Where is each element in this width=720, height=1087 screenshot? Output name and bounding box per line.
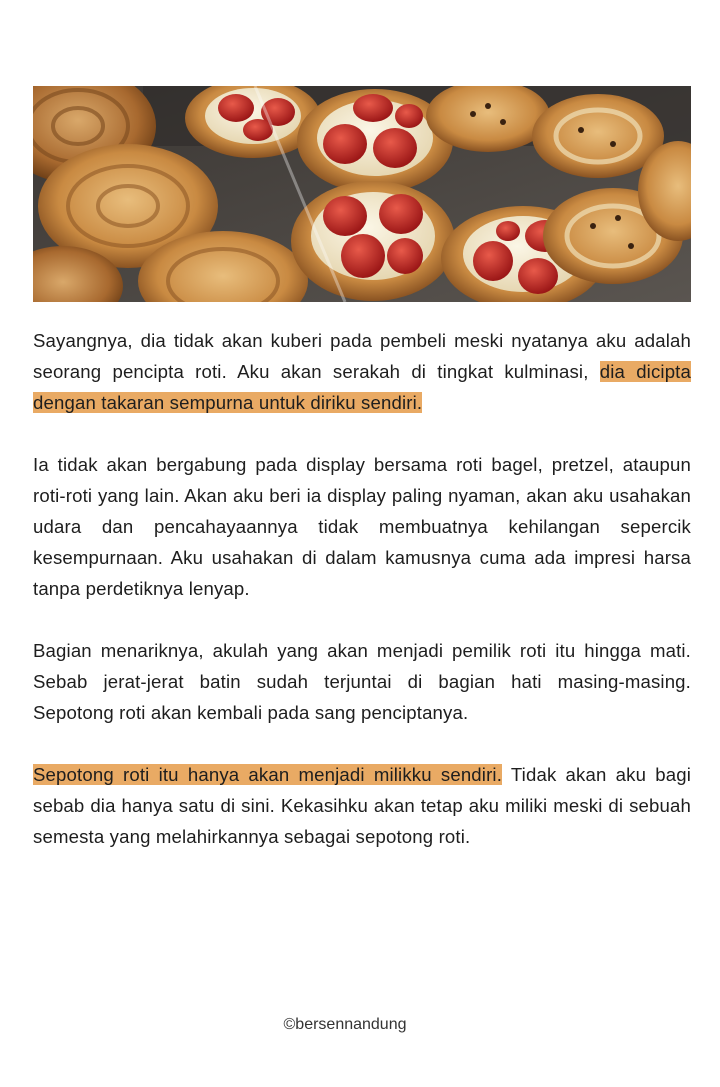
paragraph-1-highlight: dia dicipta dengan takaran sempurna untuk diriku sendiri. bbox=[33, 361, 691, 413]
paragraph-2-text: Ia tidak akan bergabung pada display bersama roti bagel, pretzel, ataupun roti-roti yang lain. Akan aku beri ia display paling nyaman, akan aku usahakan udara dan pencahayaannya tidak membuatnya kehilangan sepercik kesempurnaan. Aku usahakan di dalam kamusnya cuma ada impresi harsa tanpa perdetiknya lenyap. bbox=[33, 454, 691, 599]
paragraph-3 bbox=[33, 635, 691, 728]
paragraph-1-text: Sayangnya, dia tidak akan kuberi pada pembeli meski nyatanya aku adalah seorang pencipta roti. Aku akan serakah di tingkat kulminasi, bbox=[33, 330, 691, 382]
pastry-photo bbox=[33, 86, 691, 302]
pastry-illustration bbox=[33, 86, 691, 302]
article-body bbox=[33, 325, 691, 883]
paragraph-4-text: Tidak akan aku bagi sebab dia hanya satu di sini. Kekasihku akan tetap aku miliki meski di sebuah semesta yang melahirkannya sebagai sepotong roti. bbox=[33, 764, 692, 847]
paragraph-4-highlight: Sepotong roti itu hanya akan menjadi milikku sendiri. bbox=[33, 764, 503, 785]
strawberry-danish bbox=[291, 181, 455, 301]
author-credit: ©bersennandung bbox=[283, 1016, 407, 1033]
paragraph-3-text: Bagian menariknya, akulah yang akan menjadi pemilik roti itu hingga mati. Sebab jerat-jerat batin sudah terjuntai di bagian hati masing-masing. Sepotong roti akan kembali pada sang penciptanya. bbox=[33, 640, 691, 723]
paragraph-1 bbox=[33, 325, 691, 418]
paragraph-2 bbox=[33, 449, 691, 604]
paragraph-4 bbox=[33, 759, 691, 852]
